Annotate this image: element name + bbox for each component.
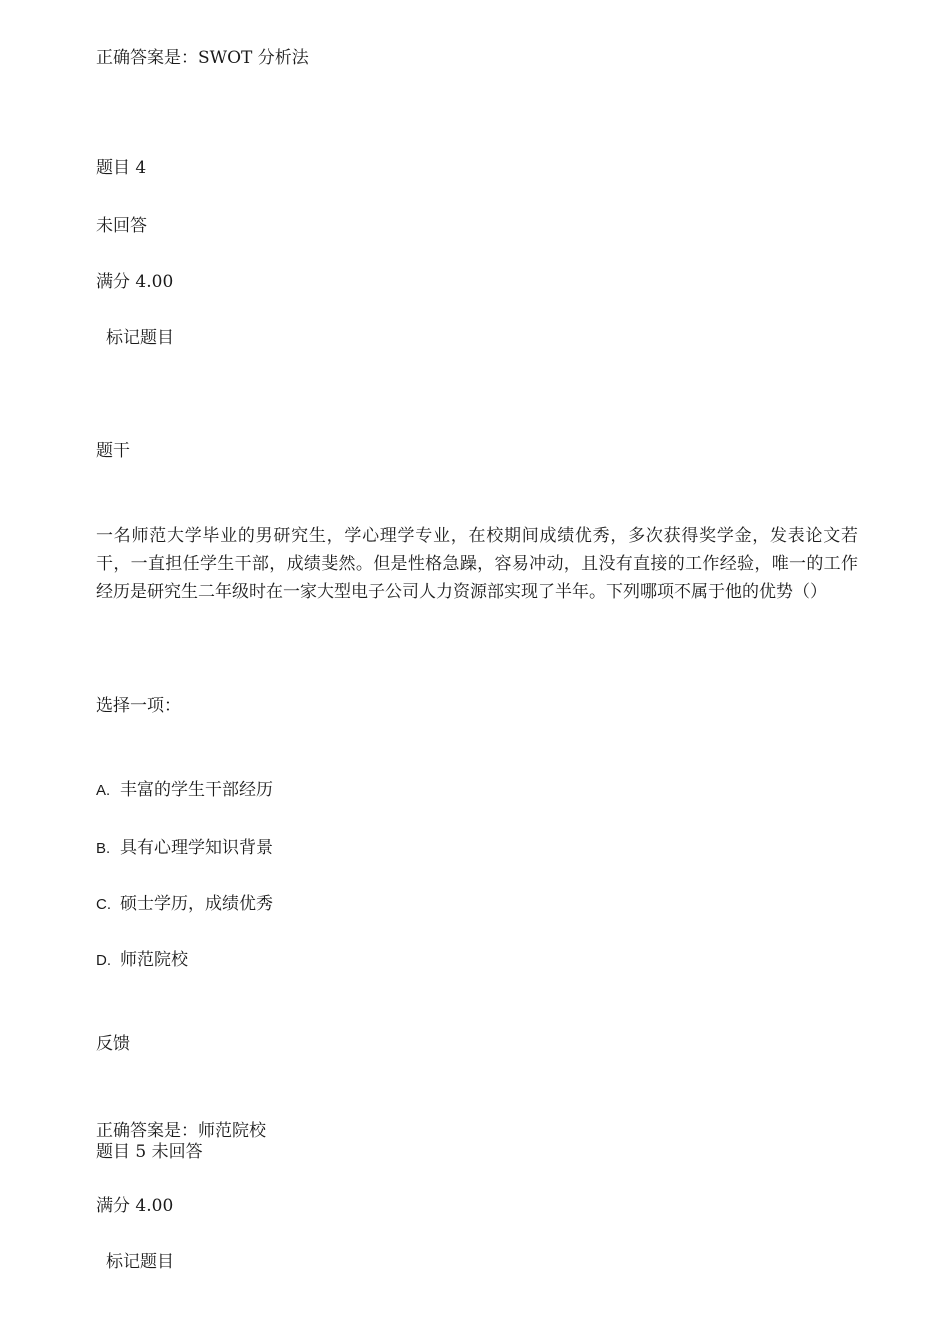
q5-flag-question[interactable]: 标记题目 [106,1252,174,1272]
q4-option-c[interactable] [96,892,273,917]
q5-header: 题目 5 未回答 [96,1142,203,1162]
option-letter: D. [96,952,111,969]
q4-stem-label: 题干 [96,441,130,461]
q4-feedback-label: 反馈 [96,1034,130,1054]
option-letter: B. [96,840,111,857]
q4-option-b[interactable] [96,836,273,861]
option-text: 具有心理学知识背景 [120,838,273,858]
q3-correct-answer: 正确答案是：SWOT 分析法 [96,48,309,68]
q4-number: 题目 4 [96,158,147,178]
option-text: 师范院校 [120,950,188,970]
q4-flag-question[interactable]: 标记题目 [106,328,174,348]
option-letter: A. [96,782,111,799]
option-text: 丰富的学生干部经历 [120,780,273,800]
q4-correct-answer: 正确答案是：师范院校 [96,1121,266,1141]
q4-status: 未回答 [96,216,147,236]
q4-choose-prompt: 选择一项： [96,696,181,716]
q5-score: 满分 4.00 [96,1196,174,1216]
q4-option-d[interactable] [96,948,188,973]
q4-stem-text: 一名师范大学毕业的男研究生，学心理学专业，在校期间成绩优秀，多次获得奖学金，发表论文若干，一直担任学生干部，成绩斐然。但是性格急躁，容易冲动，且没有直接的工作经验，唯一的工作经历是研究生二年级时在一家大型电子公司人力资源部实现了半年。下列哪项不属于他的优势（） [96,526,858,602]
q4-score: 满分 4.00 [96,272,174,292]
option-letter: C. [96,896,111,913]
q4-option-a[interactable] [96,778,273,803]
option-text: 硕士学历，成绩优秀 [120,894,273,914]
